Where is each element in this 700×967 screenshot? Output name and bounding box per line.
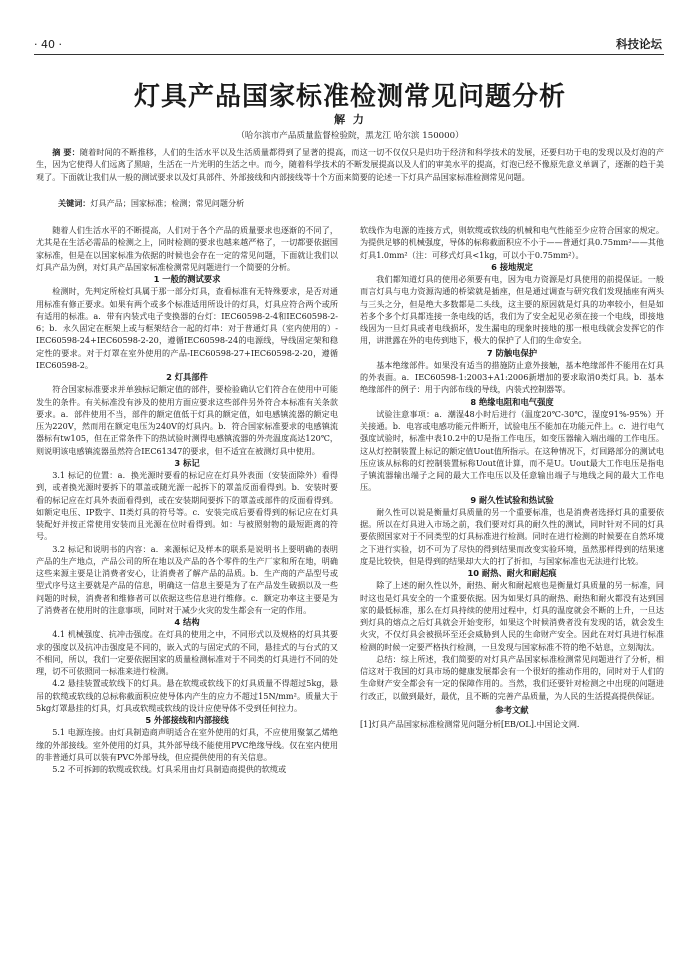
section-heading: 5 外部接线和内部接线 bbox=[145, 715, 229, 725]
paragraph: 5.1 电源连接。由灯具制造商声明适合在室外使用的灯具，不应使用聚氯乙烯绝缘的外部接线。室外使用的灯具，其外部导线不能使用PVC绝缘导线。仅在室内使用的非普通灯具可以装有PVC外部导线，但应提供使用的有关信息。 bbox=[36, 727, 338, 762]
abstract-label: 摘 要： bbox=[52, 147, 80, 157]
paragraph: 软线作为电源的连接方式，则软缆或软线的机械和电气性能至少应符合国家的规定。为提供足够的机械强度，导体的标称截面积应不小于——普通灯具0.75mm²——其他灯具1.0mm²（注：可移式灯具<1kg，可以小于0.75mm²）。 bbox=[360, 225, 664, 260]
page-number: · 40 · bbox=[34, 38, 62, 51]
section-heading: 2 灯具部件 bbox=[166, 372, 208, 382]
section-heading: 9 耐久性试验和热试验 bbox=[470, 494, 554, 505]
abstract bbox=[36, 146, 664, 183]
paragraph: 试验注意事项：a．潮湿48小时后进行（温度20℃-30℃，湿度91%-95%）开关接通。b．电容或电感功能元件断开，试验电压不能加在功能元件上。c．进行电气强度试验时，标准中表10.2中的U是指工作电压，如变压器输入端出端的工作电压。这从灯控制装置上标记的额定值Uout值所指示。在这种情况下，灯回路部分的测试电压应该从标称的灯控制装置标称Uout值计算，而不是U。Uout最大工作电压是指电子镇流器输出端子之间的最大工作电压以及任意输出端子与地线之间的最大工作电压。 bbox=[360, 408, 664, 493]
paper-affiliation: （哈尔滨市产品质量监督检验院，黑龙江 哈尔滨 150000） bbox=[236, 131, 464, 141]
paragraph: 符合国家标准要求并单独标记额定值的部件，要检验确认它们符合在使用中可能发生的条件。有关标准没有涉及的使用方面应要求这些部件另外符合本标准有关条款要求。a．部件使用不当，部件的额定值低于灯具的额定值，如电感镇流器的额定电压为220V，然而用在额定电压为240V的灯具内。b．符合国家标准要求的电感镇流器标有tw105，但在正常条件下的热试验时测得电感镇流器的外壳温度高达120℃，则说明该电感镇流器虽然符合IEC61347的要求，但不适宜在被测灯具中使用。 bbox=[36, 384, 338, 456]
paragraph: 3.2 标记和说明书的内容：a．来源标记及样本的联系是说明书上要明确的表明产品的生产地点，产品公司的所在地以及产品的各个零件的生产厂家和所在地，明确这些来源主要是让消费者安心，让消费者了解产品的品质。b．生产商的产品型号或型式序号这主要就是产品的信息，明确这一信息主要是为了在产品发生破损以及一些问题的时候，消费者和维修者可以依据这些信息进行维修。c．额定功率这主要是为了消费者在使用时的注意事项，同时对于减少火灾的发生都会有一定的作用。 bbox=[36, 543, 338, 615]
paragraph: 3.1 标记的位置：a．换光源时要看的标记应在灯具外表面（安装面除外）看得到，或者换光源时要拆下的罩盖或随光源一起拆下的罩盖反面看得到。b．安装时要看的标记应在灯具外表面看得到，或在安装期间要拆下的罩盖或部件的反面看得到。如额定电压、IP数字、II类灯具的符号等。c．安装完成后要看得到的标记应在灯具装配好并按正常使用安装而且光源在位时看得到。如：与被照射物的最短距离的符号。 bbox=[36, 470, 338, 542]
conclusion-paragraph: 总结：综上所述，我们简要的对灯具产品国家标准检测常见问题进行了分析，相信这对于我国的灯具市场的健康发展都会有一个很好的推动作用的，同时对于人们的生命财产安全都会有一定的保障作用的。当然，我们还要针对检测之中出现的问题进行改正，以做到最好，最优，且不断的完善产品质量，为人民的生活提高提供保证。 bbox=[360, 653, 664, 701]
section-heading: 4 结构 bbox=[174, 617, 200, 627]
section-heading: 10 耐热、耐火和耐起痕 bbox=[467, 568, 557, 578]
section-heading: 3 标记 bbox=[174, 457, 200, 468]
paper-author: 解 力 bbox=[334, 113, 366, 126]
paragraph: 4.1 机械强度、抗冲击强度。在灯具的使用之中，不同形式以及规格的灯具其要求的强度以及抗冲击强度是不同的，嵌入式的与固定式的不同，悬挂式的与台式的又不相同，所以，我们一定要依据国家的质量检测标准对于不同类的灯具进行不同的处理，切不可依照同一标准来进行检测。 bbox=[36, 629, 338, 676]
keywords-label: 关键词： bbox=[58, 198, 91, 208]
right-column bbox=[360, 224, 664, 730]
paper-title: 灯具产品国家标准检测常见问题分析 bbox=[133, 82, 566, 112]
page-header bbox=[34, 30, 664, 55]
paragraph: 除了上述的耐久性以外，耐热、耐火和耐起痕也是衡量灯具质量的另一标准，同时这也是灯具安全的一个重要依据。因为如果灯具的耐热、耐热和耐火都没有达到国家的最低标准，那么在灯具持续的使用过程中，灯具的温度就会不断的上升，一旦达到灯具的熔点之后灯具就会开始变形，如果这个时候消费者没有发现的话，就会发生火灾，不仅灯具会被损坏至还会威胁到人民的生命财产安全。因此在对灯具进行标准检测的时候一定要严格执行检测，一旦发现与国家标准不符的绝不姑息，立刻淘汰。 bbox=[360, 580, 664, 652]
reference-item: [1]灯具产品国家标准检测常见问题分析[EB/OL].中国论文网. bbox=[360, 718, 580, 729]
intro-paragraph: 随着人们生活水平的不断提高，人们对于各个产品的质量要求也逐渐的不同了，尤其是在生活必需品的检测之上，同时检测的要求也越来越严格了，一切都要依据国家标准，但是在以国家标准为依据的时候也会存在一定的常见问题，下面就让我们以灯具产品为例，对灯具产品国家标准检测常见问题进行一个简要的分析。 bbox=[36, 225, 338, 272]
paragraph: 耐久性可以说是衡量灯具质量的另一个重要标准，也是消费者选择灯具的重要依据。所以在灯具进入市场之前，我们要对灯具的耐久性的测试，同时针对不同的灯具要依照国家对于不同类型的灯具标准进行检测。同时在进行检测的时候要在自然环境之下进行实验，切不可为了尽快的得到结果而改变实验环境，虽然那样得到的结果速度是比较快，但是得到的结果却大大的打了折扣，与国家标准也无法进行比较。 bbox=[360, 506, 664, 566]
journal-name: 科技论坛 bbox=[616, 37, 662, 51]
section-heading: 7 防触电保护 bbox=[486, 347, 538, 358]
abstract-text: 随着时间的不断推移，人们的生活水平以及生活质量都得到了显著的提高，而这一切不仅仅只是归功于经济和科学技术的发展，还要归功于电的发现以及灯泡的产生，因为它使得人们远离了黑暗，生活在一片光明的生活之中。而今，随着科学技术的不断发展提高以及人们的审美水平的提高，灯泡已经不像原先意义单调了，逐渐的趋于美观了。下面就让我们从一般的测试要求以及灯具部件、外部接线和内部接线等十个方面来简要的论述一下灯具产品国家标准检测常见问题。 bbox=[36, 147, 664, 182]
paragraph: 4.2 悬挂装置或软线下的灯具。悬在软缆或软线下的灯具质量不得超过5kg，悬吊的软缆或软线的总标称截面积应使导体内产生的应力不超过15N/mm²。质量大于5kg灯罩悬挂的灯具，灯具或软缆或软线的设计应使导体不受到任何拉力。 bbox=[36, 678, 338, 713]
references-heading: 参考文献 bbox=[495, 704, 529, 715]
section-heading: 1 一般的测试要求 bbox=[153, 274, 221, 284]
keywords bbox=[58, 198, 244, 209]
paragraph: 检测时，先判定所检灯具属于那一部分灯具，查看标准有无特殊要求，是否对通用标准有修正要求。如果有两个或多个标准适用所设计的灯具，灯具应符合两个或所有适用的标准。a．带有内装式电子变换器的台灯：IEC60598-2-4和IEC60598-2-6；b．永久固定在框架上或与框架结合一起的灯串：对于普通灯具（室内使用的）-IEC60598-24+IEC60598-2-20，遵循IEC60598-24的电源线，导线固定架和稳定性的要求。对于灯罩在室外使用的产品-IEC60598-27+IEC60598-2-20，遵循IEC60598-2。 bbox=[36, 286, 338, 370]
section-heading: 8 绝缘电阻和电气强度 bbox=[470, 396, 554, 407]
paragraph: 我们都知道灯具的使用必须要有电，因为电力资源是灯具使用的前提保证。一般而言灯具与电力资源沟通的桥梁就是插座，但是通过调查与研究我们发现插座有两头与三头之分，但是绝大多数都是二头线，这主要的原因就是灯具的功率较小，但是如若多个多个灯具都连接一条电线的话，我们为了安全起见必须在接一个电线，即接地线因为一旦灯具或者电线损坏，发生漏电的现象时接地的那一根电线就会发挥它的作用，讲泄露在外的电传到地下，极大的保护了人们的生命安全。 bbox=[360, 274, 664, 346]
paragraph: 5.2 不可拆卸的软缆或软线。灯具采用由灯具制造商提供的软缆或 bbox=[52, 764, 287, 774]
section-heading: 6 接地规定 bbox=[491, 261, 533, 272]
keywords-text: 灯具产品；国家标准；检测；常见问题分析 bbox=[90, 198, 245, 208]
left-column bbox=[36, 224, 338, 775]
paragraph: 基本绝缘部件。如果没有适当的措施防止意外接触，基本绝缘部件不能用在灯具的外表面。a．IEC60598-1:2003+A1:2006新增加的要求取消0类灯具。b．基本绝缘部件的例子：用于内部布线的导线，内装式控制器等。 bbox=[360, 359, 664, 395]
